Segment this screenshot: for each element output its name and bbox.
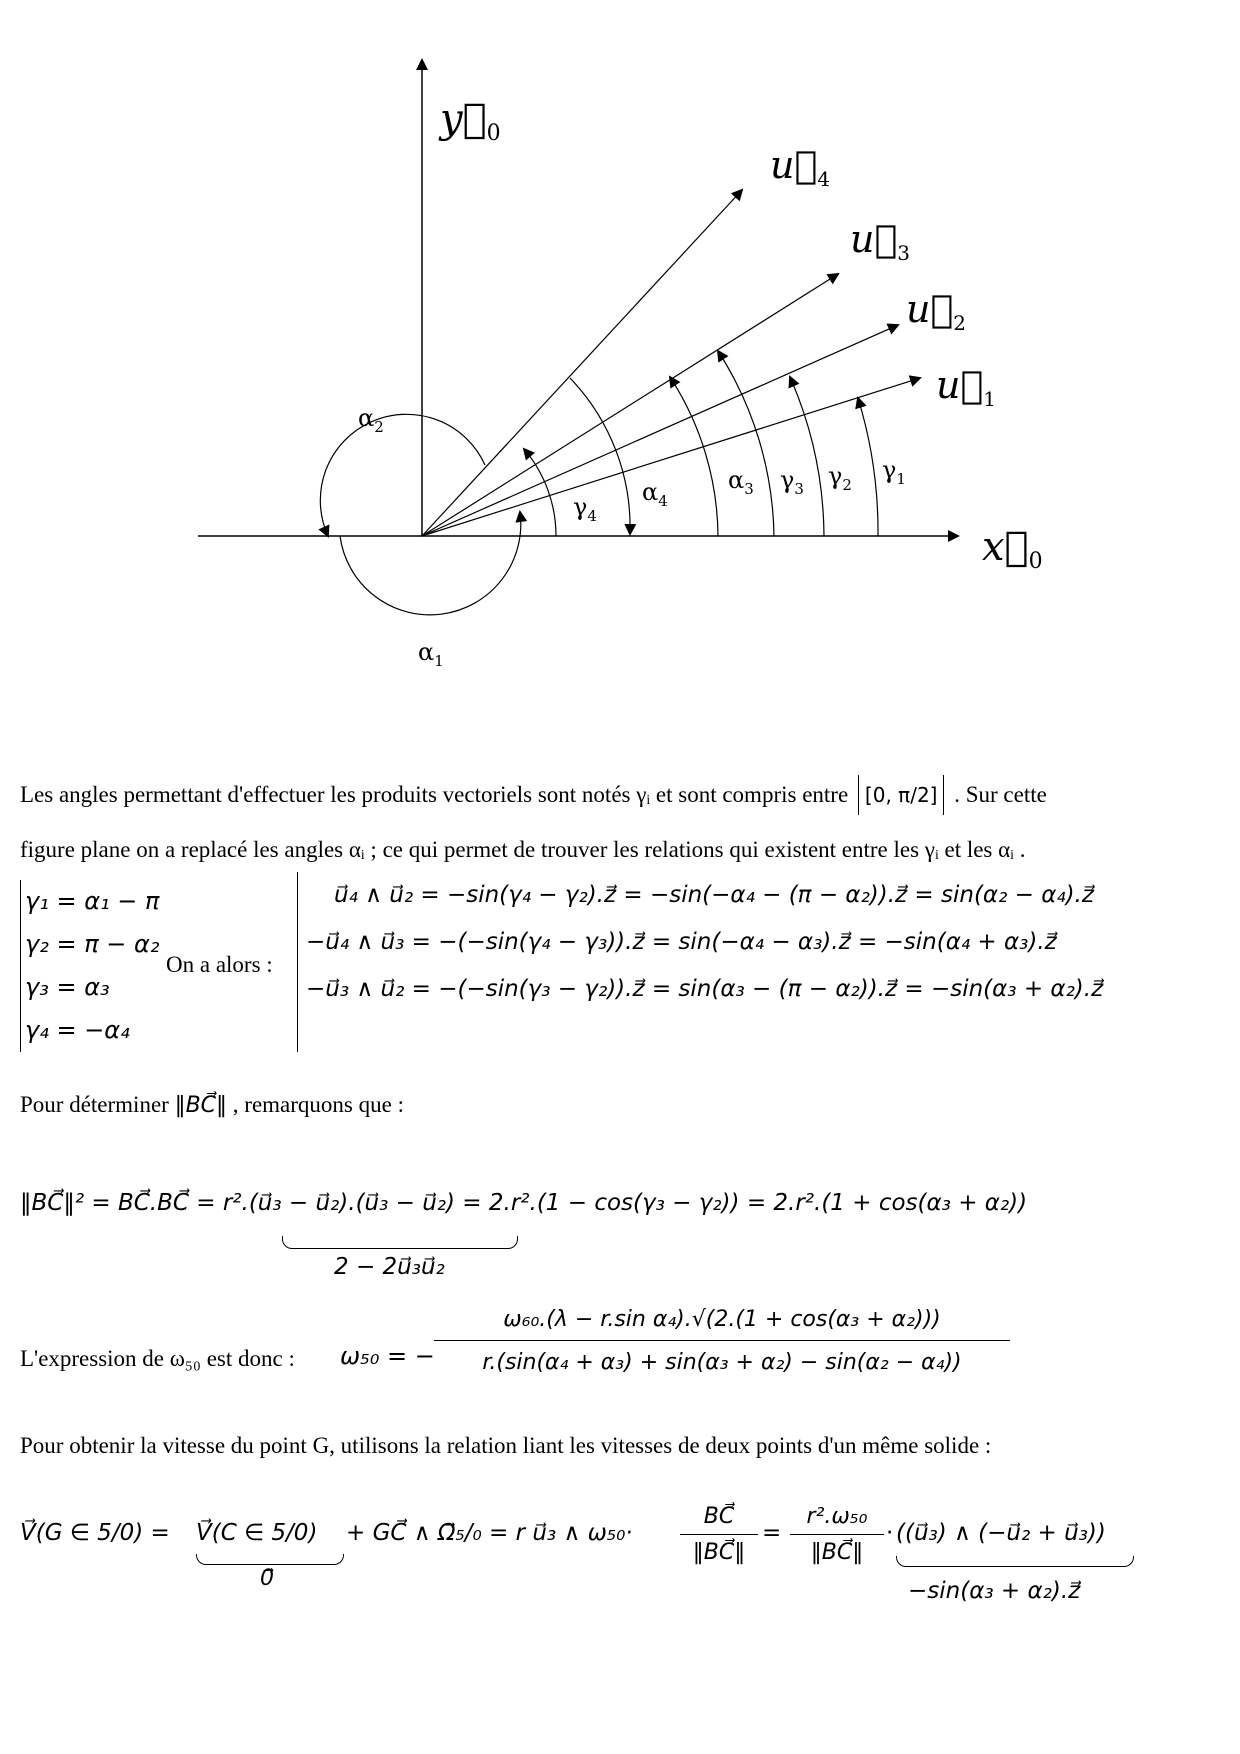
relation-gamma4: γ₄ = −α₄: [25, 1016, 130, 1044]
label-gamma3: $\gamma_3$: [780, 466, 804, 498]
paragraph1-line2: figure plane on a replacé les angles αᵢ ; ce qui permet de trouver les relations qui existent entre les γᵢ et les αᵢ .: [20, 837, 1026, 862]
omega-lhs: ω₅₀ = −: [340, 1342, 435, 1370]
velocity-equals: =: [762, 1520, 782, 1546]
label-y0: $y⃗_0$: [440, 96, 501, 146]
label-u2: $u⃗_2$: [906, 287, 967, 335]
bc-intro: [20, 1092, 404, 1118]
angle-figure: [0, 0, 1240, 700]
velocity-frac1-den: ‖BC⃗‖: [692, 1540, 746, 1565]
vector-u3: [422, 274, 838, 536]
paragraph1-text-b: . Sur cette: [954, 782, 1047, 807]
label-x0: $x⃗_0$: [982, 524, 1043, 574]
velocity-equation: [20, 1500, 1230, 1650]
omega-fraction: [434, 1300, 1010, 1385]
arc-gamma1: [858, 398, 878, 536]
cross-products: [306, 872, 1226, 1013]
velocity-last-under: −sin(α₃ + α₂).z⃗: [908, 1578, 1081, 1604]
bc-norm: ‖BC⃗‖: [174, 1093, 228, 1118]
paragraph1-text-a: Les angles permettant d'effectuer les produits vectoriels sont notés γᵢ et sont compris entre: [20, 782, 849, 807]
cross-product-u4-u2: u⃗₄ ∧ u⃗₂ = −sin(γ₄ − γ₂).z⃗ = −sin(−α₄ − (π − α₂)).z⃗ = sin(α₂ − α₄).z⃗: [334, 882, 1094, 908]
velocity-lhs: V⃗(G ∈ 5/0) =: [20, 1520, 170, 1546]
label-alpha4: $\alpha_4$: [642, 478, 668, 510]
velocity-frac2-den: ‖BC⃗‖: [810, 1540, 864, 1565]
velocity-underbrace-2: [896, 1556, 1134, 1567]
velocity-frac2-num: r².ω₅₀: [806, 1504, 868, 1529]
relation-gamma2: γ₂ = π − α₂: [25, 930, 160, 958]
label-u3: $u⃗_3$: [850, 217, 911, 265]
label-gamma4: $\gamma_4$: [573, 493, 597, 525]
bc-intro-before: Pour déterminer: [20, 1092, 169, 1117]
label-alpha1: $\alpha_1$: [418, 638, 444, 670]
interval: [0, π/2]: [858, 775, 945, 815]
cross-product-u3-u2: −u⃗₃ ∧ u⃗₂ = −(−sin(γ₃ − γ₂)).z⃗ = sin(α₃ − (π − α₂)).z⃗ = −sin(α₃ + α₂).z⃗: [306, 976, 1104, 1002]
velocity-fraction-1: [680, 1500, 758, 1571]
on-a-alors: On a alors :: [166, 952, 273, 977]
cross-product-u4-u3: −u⃗₄ ∧ u⃗₃ = −(−sin(γ₄ − γ₃)).z⃗ = sin(−α₄ − α₃).z⃗ = −sin(α₄ + α₃).z⃗: [306, 929, 1057, 955]
arc-alpha3: [670, 377, 718, 536]
vector-u4: [422, 190, 742, 536]
velocity-dot: ·: [886, 1520, 894, 1546]
label-u1: $u⃗_1$: [936, 363, 997, 411]
label-alpha2: $\alpha_2$: [358, 404, 384, 436]
gamma-alpha-relations: [20, 880, 159, 1052]
velocity-underbrace-1: [196, 1554, 344, 1565]
arc-gamma2: [790, 377, 824, 536]
velocity-intro: Pour obtenir la vitesse du point G, utilisons la relation liant les vitesses de deux points d'un même solide :: [20, 1433, 992, 1458]
arc-gamma3: [718, 351, 774, 536]
omega-denominator: r.(sin(α₄ + α₃) + sin(α₃ + α₂) − sin(α₂ − α₄)): [482, 1350, 962, 1375]
bc-underbrace: [282, 1236, 518, 1249]
velocity-term1-under: 0⃗: [260, 1566, 274, 1591]
label-gamma1: $\gamma_1$: [882, 456, 906, 488]
bc-equation: ‖BC⃗‖² = BC⃗.BC⃗ = r².(u⃗₃ − u⃗₂).(u⃗₃ − u⃗₂) = 2.r².(1 − cos(γ₃ − γ₂)) = 2.r².(1 + cos(α₃ + α₂)): [20, 1190, 1028, 1216]
velocity-last: ((u⃗₃) ∧ (−u⃗₂ + u⃗₃)): [896, 1520, 1106, 1546]
label-gamma2: $\gamma_2$: [828, 462, 852, 494]
relation-gamma3: γ₃ = α₃: [25, 973, 110, 1001]
relation-gamma1: γ₁ = α₁ − π: [25, 887, 160, 915]
velocity-term1: V⃗(C ∈ 5/0): [196, 1520, 318, 1546]
velocity-fraction-2: [790, 1500, 884, 1571]
separator-line: [297, 872, 298, 1052]
omega-numerator: ω₆₀.(λ − r.sin α₄).√(2.(1 + cos(α₃ + α₂))): [503, 1307, 941, 1332]
label-alpha3: $\alpha_3$: [728, 466, 754, 498]
paragraph1-line1: [20, 775, 1047, 815]
velocity-frac1-num: BC⃗: [703, 1504, 735, 1529]
label-u4: $u⃗_4$: [770, 143, 831, 191]
bc-intro-after: , remarquons que :: [232, 1092, 404, 1117]
velocity-middle: + GC⃗ ∧ Ω⃗₅/₀ = r u⃗₃ ∧ ω₅₀·: [346, 1520, 633, 1546]
vector-u1: [422, 378, 920, 536]
arc-alpha2: [320, 414, 485, 536]
bc-underbrace-label: 2 − 2u⃗₃u⃗₂: [334, 1254, 445, 1280]
omega-label: L'expression de ω₅₀ est donc :: [20, 1346, 295, 1371]
